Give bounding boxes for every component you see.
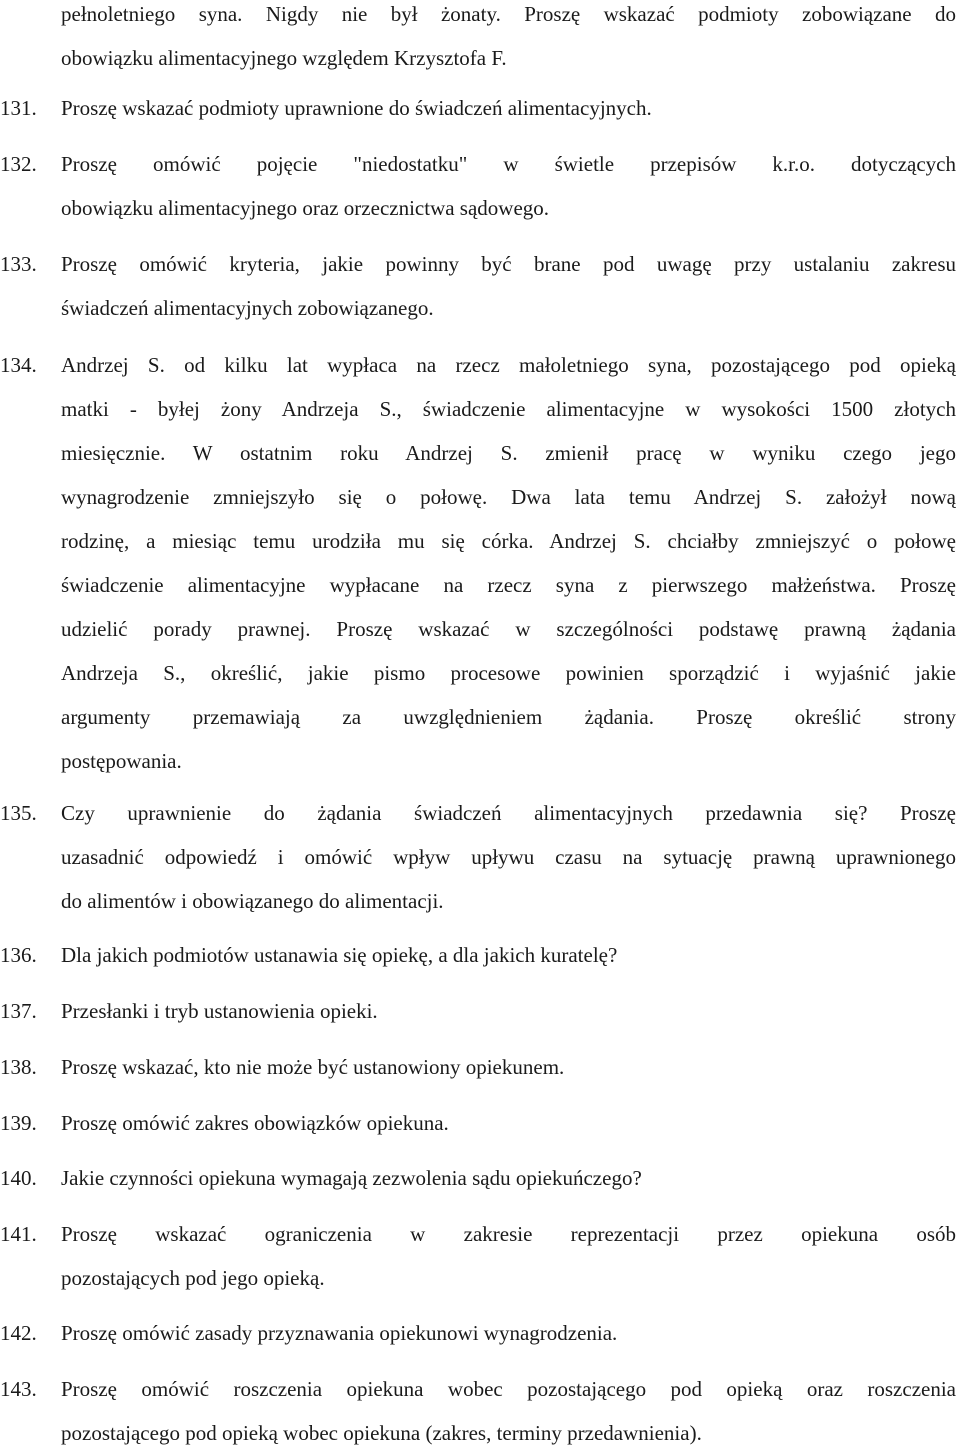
question-138 xyxy=(0,1045,956,1089)
question-132 xyxy=(0,142,956,230)
text-line: Proszę omówić kryteria, jakie powinny być brane pod uwagę przy ustalaniu zakresu xyxy=(61,252,956,276)
text-line: argumenty przemawiają za uwzględnieniem żądania. Proszę określić strony xyxy=(61,705,956,729)
text-line: do alimentów i obowiązanego do alimentacji. xyxy=(61,889,444,913)
intro-paragraph xyxy=(0,0,956,80)
question-142 xyxy=(0,1311,956,1355)
question-number: 137. xyxy=(0,999,37,1023)
question-133 xyxy=(0,242,956,330)
text-line: Proszę omówić zasady przyznawania opiekunowi wynagrodzenia. xyxy=(61,1321,618,1345)
question-number: 132. xyxy=(0,152,37,176)
text-line: wynagrodzenie zmniejszyło się o połowę. Dwa lata temu Andrzej S. założył nową xyxy=(61,485,956,509)
text-line: Jakie czynności opiekuna wymagają zezwolenia sądu opiekuńczego? xyxy=(61,1166,642,1190)
question-number: 139. xyxy=(0,1111,37,1135)
text-line: uzasadnić odpowiedź i omówić wpływ upływu czasu na sytuację prawną uprawnionego xyxy=(61,845,956,869)
question-137 xyxy=(0,989,956,1033)
question-number: 142. xyxy=(0,1321,37,1345)
question-number: 131. xyxy=(0,96,37,120)
text-line: Proszę wskazać, kto nie może być ustanowiony opiekunem. xyxy=(61,1055,565,1079)
question-134 xyxy=(0,343,956,783)
question-135 xyxy=(0,791,956,923)
question-131 xyxy=(0,86,956,130)
text-line: Przesłanki i tryb ustanowienia opieki. xyxy=(61,999,378,1023)
text-line: rodzinę, a miesiąc temu urodziła mu się córka. Andrzej S. chciałby zmniejszyć o połowę xyxy=(61,529,956,553)
question-number: 138. xyxy=(0,1055,37,1079)
text-line: pozostającego pod opieką wobec opiekuna (zakres, terminy przedawnienia). xyxy=(61,1421,702,1445)
text-line: Proszę wskazać podmioty uprawnione do świadczeń alimentacyjnych. xyxy=(61,96,652,120)
text-line: świadczeń alimentacyjnych zobowiązanego. xyxy=(61,296,434,320)
text-line: matki - byłej żony Andrzeja S., świadczenie alimentacyjne w wysokości 1500 złotych xyxy=(61,397,956,421)
text-line: obowiązku alimentacyjnego oraz orzecznictwa sądowego. xyxy=(61,196,550,220)
text-line: Dla jakich podmiotów ustanawia się opiekę, a dla jakich kuratelę? xyxy=(61,943,618,967)
question-number: 143. xyxy=(0,1377,37,1401)
question-number: 134. xyxy=(0,353,37,377)
question-141 xyxy=(0,1212,956,1300)
text-line: udzielić porady prawnej. Proszę wskazać w szczególności podstawę prawną żądania xyxy=(61,617,956,641)
text-line: Andrzeja S., określić, jakie pismo procesowe powinien sporządzić i wyjaśnić jakie xyxy=(61,661,956,685)
text-line: miesięcznie. W ostatnim roku Andrzej S. zmienił pracę w wyniku czego jego xyxy=(61,441,956,465)
text-line: Proszę wskazać ograniczenia w zakresie reprezentacji przez opiekuna osób xyxy=(61,1222,956,1246)
text-line: Proszę omówić pojęcie "niedostatku" w świetle przepisów k.r.o. dotyczących xyxy=(61,152,956,176)
question-number: 135. xyxy=(0,801,37,825)
question-136 xyxy=(0,933,956,977)
question-number: 133. xyxy=(0,252,37,276)
text-line: Andrzej S. od kilku lat wypłaca na rzecz małoletniego syna, pozostającego pod opieką xyxy=(61,353,956,377)
question-140 xyxy=(0,1156,956,1200)
question-143 xyxy=(0,1367,956,1455)
text-line: pełnoletniego syna. Nigdy nie był żonaty. Proszę wskazać podmioty zobowiązane do xyxy=(61,2,956,26)
question-number: 136. xyxy=(0,943,37,967)
text-line: Proszę omówić zakres obowiązków opiekuna. xyxy=(61,1111,449,1135)
question-number: 141. xyxy=(0,1222,37,1246)
text-line: świadczenie alimentacyjne wypłacane na rzecz syna z pierwszego małżeństwa. Proszę xyxy=(61,573,956,597)
question-139 xyxy=(0,1101,956,1145)
question-number: 140. xyxy=(0,1166,37,1190)
text-line: Czy uprawnienie do żądania świadczeń alimentacyjnych przedawnia się? Proszę xyxy=(61,801,956,825)
text-line: Proszę omówić roszczenia opiekuna wobec pozostającego pod opieką oraz roszczenia xyxy=(61,1377,956,1401)
text-line: postępowania. xyxy=(61,749,182,773)
text-line: obowiązku alimentacyjnego względem Krzysztofa F. xyxy=(61,46,507,70)
text-line: pozostających pod jego opieką. xyxy=(61,1266,325,1290)
